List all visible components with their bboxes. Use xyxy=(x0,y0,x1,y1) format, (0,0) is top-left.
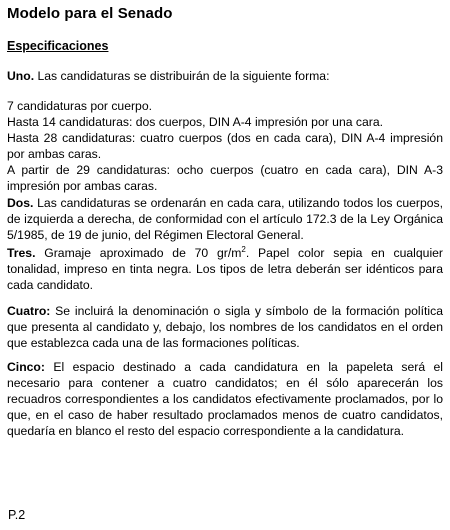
paragraph-cuatro xyxy=(7,303,443,351)
paragraph-cuatro-lead: Cuatro: xyxy=(7,304,51,318)
section-heading: Especificaciones xyxy=(7,39,109,53)
list-item: Hasta 14 candidaturas: dos cuerpos, DIN A-4 impresión por una cara. xyxy=(7,115,383,129)
candidaturas-list xyxy=(7,98,443,194)
page-number: P.2 xyxy=(8,508,26,522)
paragraph-cinco xyxy=(7,359,443,439)
paragraph-tres-text-after: . Papel color sepia en cualquier tonalidad, impreso en tinta negra. Los tipos de letra deberán ser idénticos para cada candidato. xyxy=(7,246,443,292)
paragraph-tres xyxy=(7,245,443,293)
paragraph-uno xyxy=(7,68,443,84)
list-item: 7 candidaturas por cuerpo. xyxy=(7,99,152,113)
paragraph-uno-lead: Uno. xyxy=(7,69,35,83)
list-item: Hasta 28 candidaturas: cuatro cuerpos (dos en cada cara), DIN A-4 impresión por ambas caras. xyxy=(7,131,443,161)
paragraph-tres-lead: Tres. xyxy=(7,246,36,260)
paragraph-cinco-lead: Cinco: xyxy=(7,360,45,374)
paragraph-dos-lead: Dos. xyxy=(7,196,34,210)
page-title: Modelo para el Senado xyxy=(7,5,173,22)
superscript-exponent: 2 xyxy=(241,244,246,254)
paragraph-dos xyxy=(7,195,443,243)
paragraph-cinco-text: El espacio destinado a cada candidatura en la papeleta será el necesario para contener a cuatro candidatos; en él sólo aparecerán los recuadros correspondientes a los candidatos efectivamente proclamados, por lo que, en el caso de haber resultado proclamados menos de cuatro candidatos, quedaría en blanco el resto del espacio correspondiente a la candidatura. xyxy=(7,360,443,438)
list-item: A partir de 29 candidaturas: ocho cuerpos (cuatro en cada cara), DIN A-3 impresión por ambas caras. xyxy=(7,163,443,193)
paragraph-cuatro-text: Se incluirá la denominación o sigla y símbolo de la formación política que presenta al candidato y, debajo, los nombres de los candidatos en el orden que establezca cada una de las formaciones políticas. xyxy=(7,304,443,350)
paragraph-dos-text: Las candidaturas se ordenarán en cada cara, utilizando todos los cuerpos, de izquierda a derecha, de conformidad con el artículo 172.3 de la Ley Orgánica 5/1985, de 19 de junio, del Régimen Electoral General. xyxy=(7,196,443,242)
paragraph-tres-text-before: Gramaje aproximado de 70 gr/m xyxy=(35,246,242,260)
paragraph-uno-text: Las candidaturas se distribuirán de la siguiente forma: xyxy=(34,69,330,83)
